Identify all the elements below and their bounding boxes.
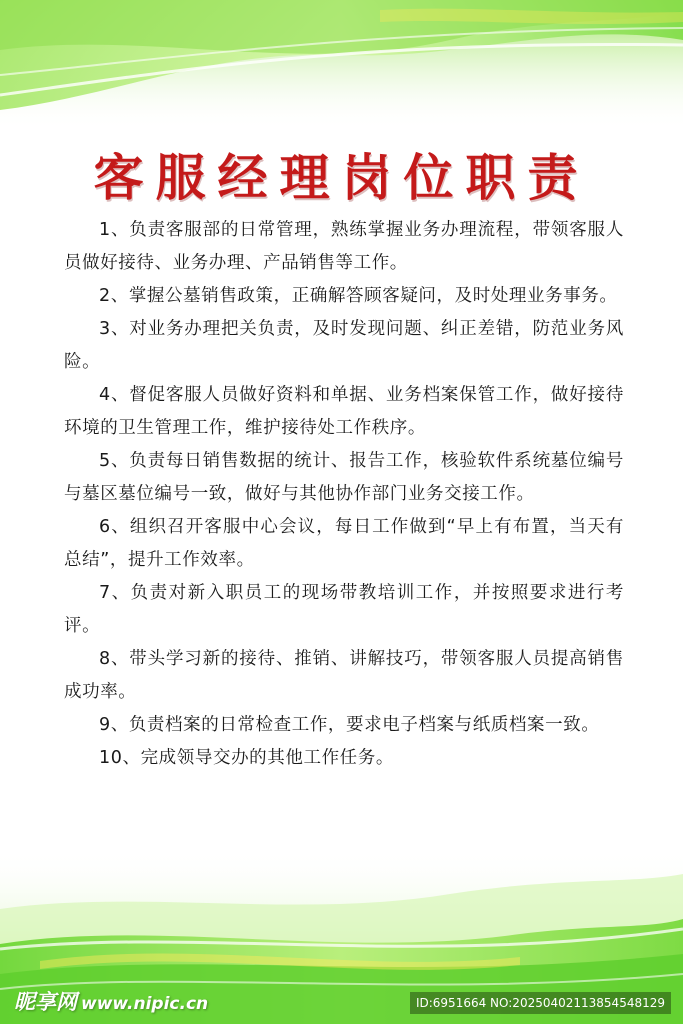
duty-item-8: 8、带头学习新的接待、推销、讲解技巧，带领客服人员提高销售成功率。 [64,649,624,702]
duty-item-9: 9、负责档案的日常检查工作，要求电子档案与纸质档案一致。 [99,715,600,735]
duty-item-1: 1、负责客服部的日常管理，熟练掌握业务办理流程，带领客服人员做好接待、业务办理、产品销售等工作。 [64,220,624,273]
top-green-wave-decoration [0,0,683,130]
duty-item-6: 6、组织召开客服中心会议，每日工作做到“早上有布置，当天有总结”，提升工作效率。 [64,517,624,570]
watermark-logo [14,986,208,1016]
duty-item-7: 7、负责对新入职员工的现场带教培训工作，并按照要求进行考评。 [64,583,624,636]
duty-list [64,214,624,775]
duty-item-10: 10、完成领导交办的其他工作任务。 [99,748,394,768]
duty-item-4: 4、督促客服人员做好资料和单据、业务档案保管工作，做好接待环境的卫生管理工作，维护接待处工作秩序。 [64,385,624,438]
page-title: 客服经理岗位职责 [93,148,590,207]
duty-item-3: 3、对业务办理把关负责，及时发现问题、纠正差错，防范业务风险。 [64,319,624,372]
duty-item-5: 5、负责每日销售数据的统计、报告工作，核验软件系统墓位编号与墓区墓位编号一致，做好与其他协作部门业务交接工作。 [64,451,624,504]
duty-item-2: 2、掌握公墓销售政策，正确解答顾客疑问，及时处理业务事务。 [99,286,618,306]
watermark-id-label: ID:6951664 NO:20250402113854548129 [410,992,671,1014]
watermark-site-url: www.nipic.cn [81,994,209,1014]
watermark-logo-text: 昵享网 [14,990,77,1014]
